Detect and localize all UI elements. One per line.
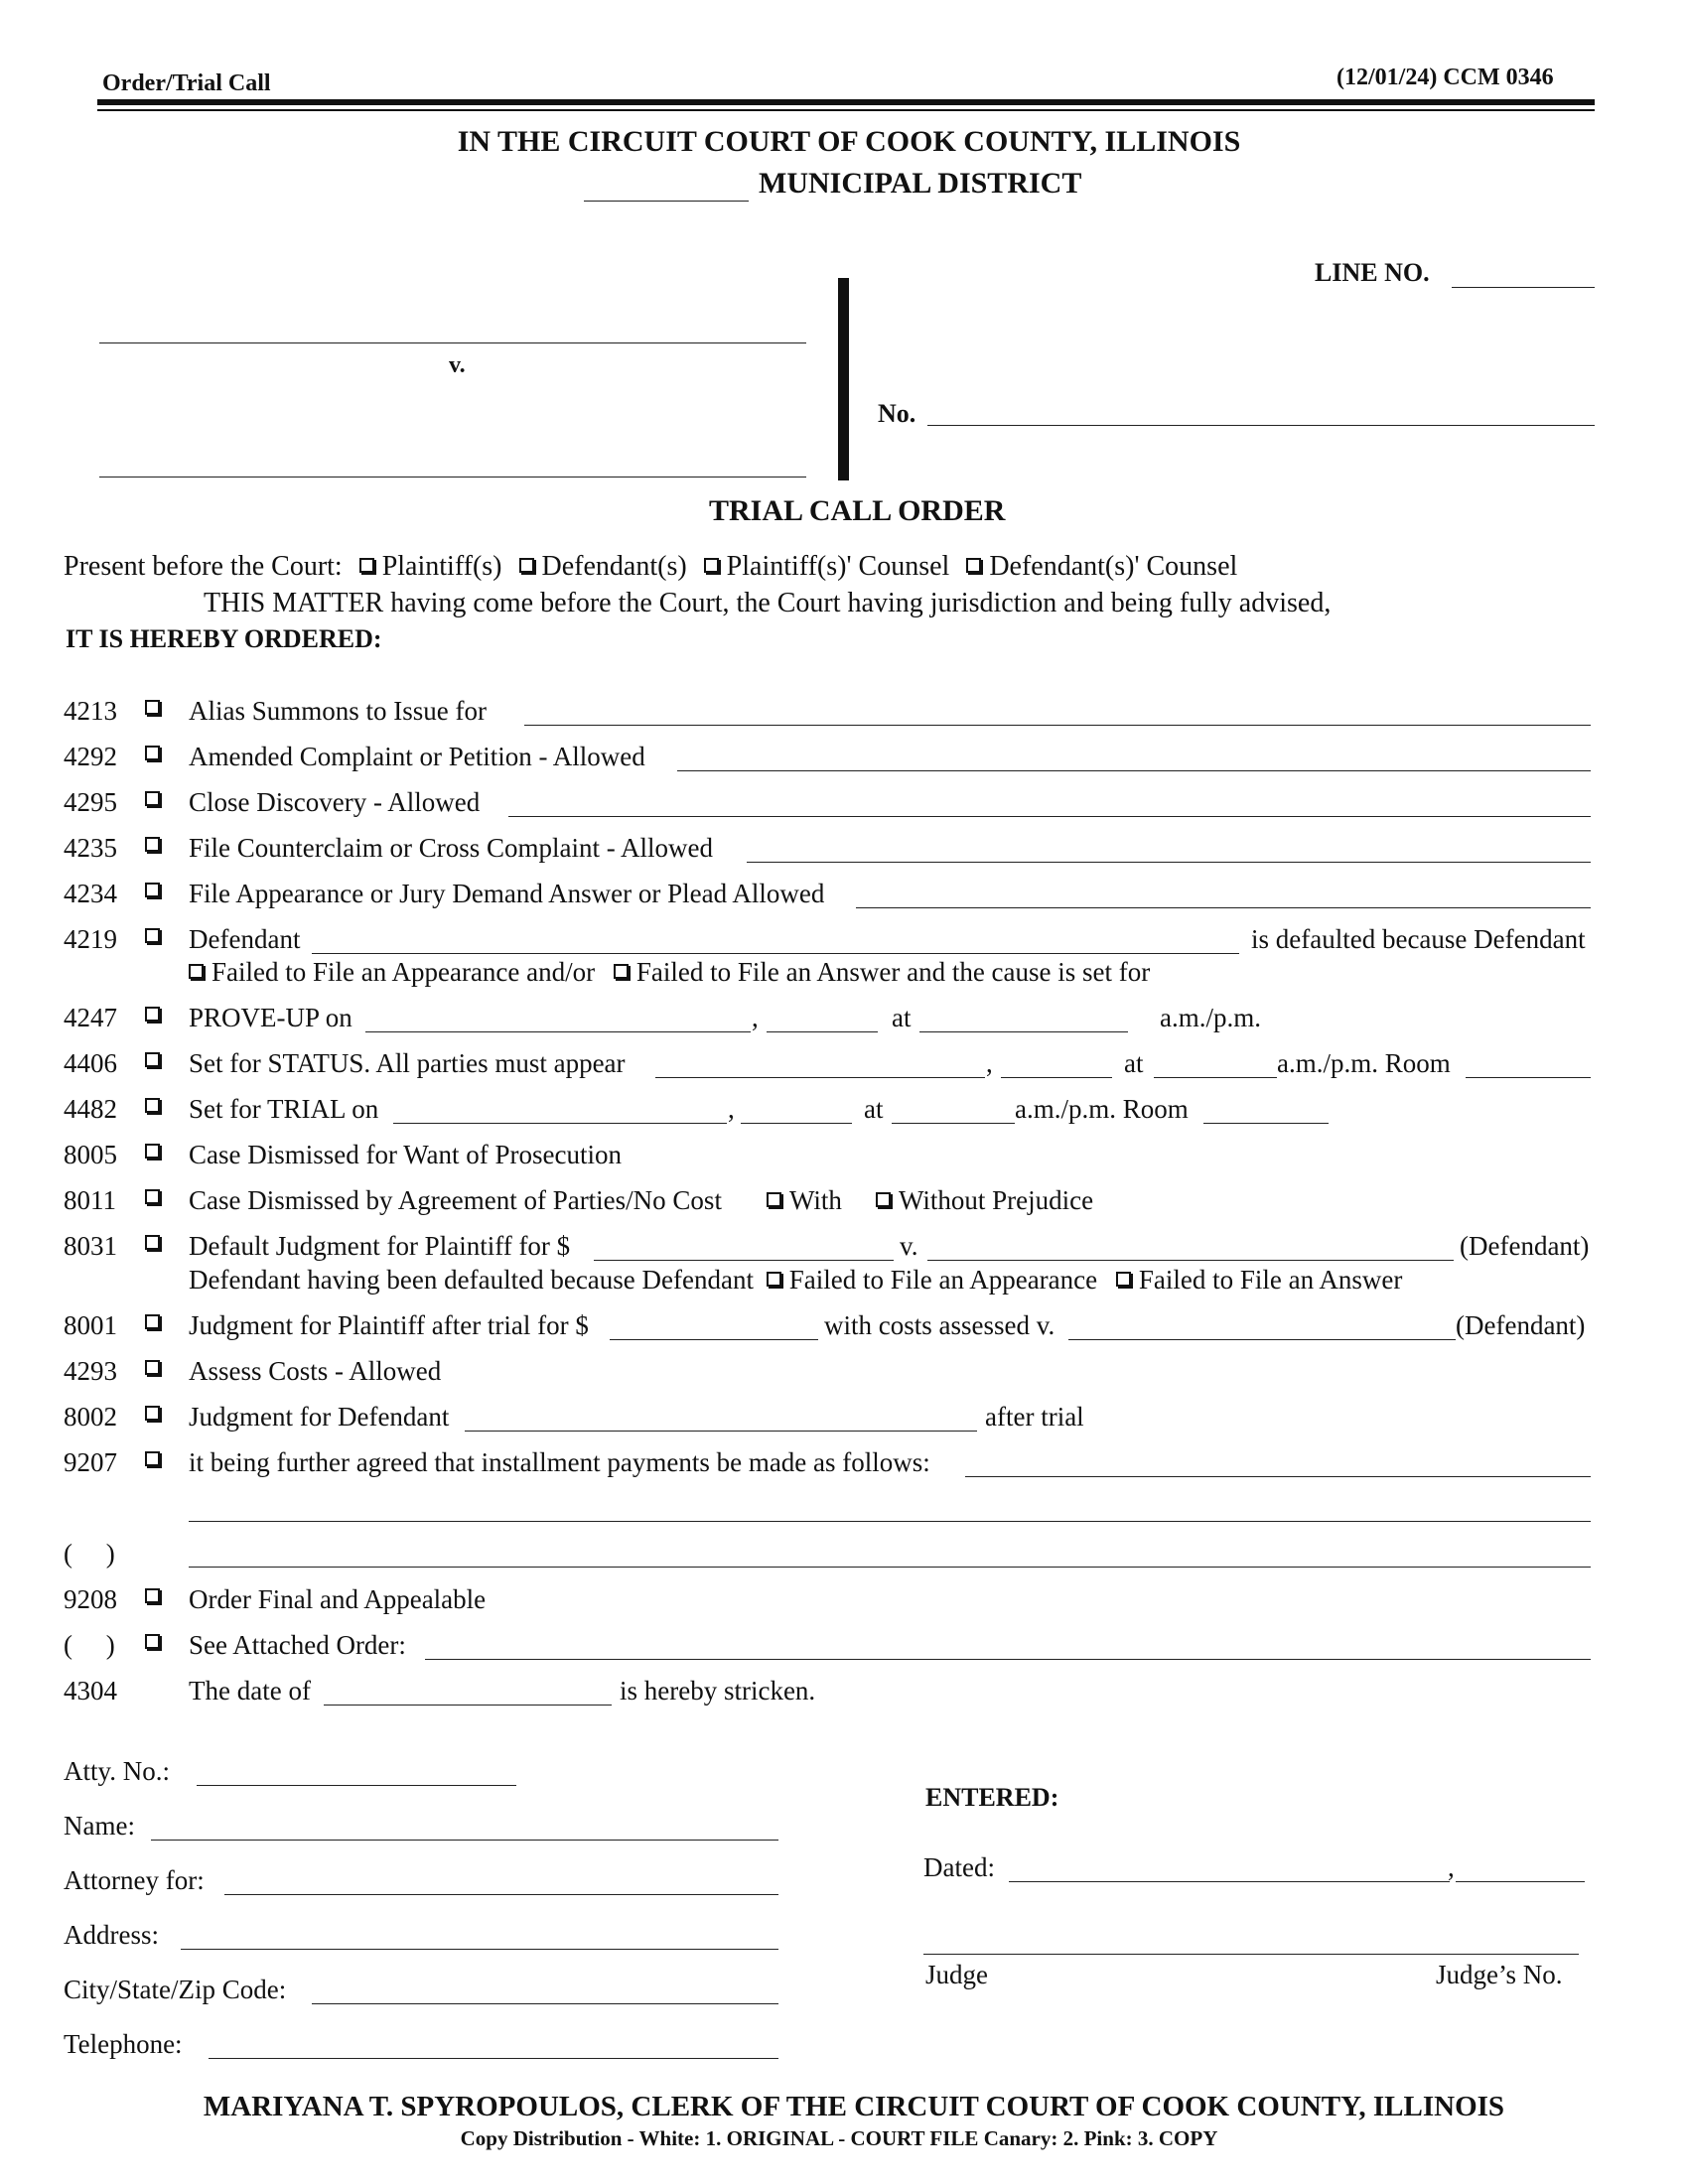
name-label: Name: [64,1811,135,1841]
order-label: Set for STATUS. All parties must appear [189,1048,626,1078]
plaintiff-blank[interactable] [99,342,806,343]
district-blank[interactable] [584,201,749,202]
form-name: Order/Trial Call [102,70,271,96]
comma: , [728,1094,735,1124]
form-title: TRIAL CALL ORDER [709,494,1006,527]
trial-year-blank[interactable] [741,1123,852,1124]
status-room-blank[interactable] [1466,1077,1591,1078]
present-row [64,553,1237,581]
judgment-amount-blank[interactable] [610,1339,818,1340]
order-label-suffix: after trial [985,1402,1084,1432]
order-label: Case Dismissed by Agreement of Parties/No Cost [189,1185,722,1215]
atty-no-label: Atty. No.: [64,1756,170,1786]
order-code: 4213 [64,696,117,726]
checkbox-icon[interactable] [189,964,204,979]
order-code: 4219 [64,924,117,954]
city-field[interactable] [312,2003,778,2004]
judgment-defendant-name-blank[interactable] [465,1431,977,1432]
present-defendant-counsel[interactable]: Defendant(s)' Counsel [966,551,1237,582]
entered-label: ENTERED: [925,1783,1059,1812]
order-code: 4304 [64,1676,117,1706]
clerk-line: MARIYANA T. SPYROPOULOS, CLERK OF THE CIRCUIT COURT OF COOK COUNTY, ILLINOIS [203,2091,1505,2122]
close-discovery-blank[interactable] [508,816,1591,817]
order-label: Set for TRIAL on [189,1094,379,1124]
checkbox-icon[interactable] [145,1144,160,1159]
checkbox-icon[interactable] [145,928,160,943]
order-code: 4235 [64,833,117,863]
trial-room-blank[interactable] [1203,1123,1329,1124]
default-defendant-blank[interactable] [927,1260,1454,1261]
versus-label: v. [900,1231,918,1261]
order-code: 8001 [64,1310,117,1340]
judge-no-label: Judge’s No. [1436,1960,1563,1989]
order-label-suffix: is hereby stricken. [620,1676,816,1706]
attorney-for-field[interactable] [224,1894,778,1895]
order-label: See Attached Order: [189,1630,406,1660]
telephone-field[interactable] [209,2058,778,2059]
checkbox-icon[interactable] [767,1272,781,1287]
order-code: 4234 [64,879,117,908]
case-no-label: No. [878,399,916,428]
installment-blank-3[interactable] [189,1567,1591,1568]
order-code: 9207 [64,1447,117,1477]
option-failed-appearance[interactable]: Failed to File an Appearance and/or [189,957,595,987]
defendant-label: (Defendant) [1460,1231,1590,1261]
checkbox-icon[interactable] [145,746,160,760]
counterclaim-blank[interactable] [747,862,1591,863]
dated-year-field[interactable] [1456,1881,1585,1882]
order-label: PROVE-UP on [189,1003,352,1032]
intro-text: THIS MATTER having come before the Court, the Court having jurisdiction and being fully advised, [204,588,1332,618]
address-field[interactable] [181,1949,778,1950]
order-label-suffix: is defaulted because Defendant [1251,924,1586,954]
case-no-blank[interactable] [927,425,1595,426]
checkbox-icon[interactable] [145,700,160,715]
caption-divider [838,278,849,480]
order-code: 4482 [64,1094,117,1124]
checkbox-icon[interactable] [704,558,719,573]
order-label: it being further agreed that installment payments be made as follows: [189,1447,930,1477]
checkbox-icon[interactable] [145,1052,160,1067]
telephone-label: Telephone: [64,2029,183,2059]
option-with[interactable]: With [767,1187,842,1214]
default-judgment-sub: Defendant having been defaulted because Defendant Failed to File an Appearance Failed to File an Answer [189,1265,1403,1295]
installment-blank-2[interactable] [189,1521,1591,1522]
order-label: Order Final and Appealable [189,1584,487,1614]
order-label: Assess Costs - Allowed [189,1356,442,1386]
prove-up-year-blank[interactable] [767,1031,878,1032]
at-label: at [864,1094,884,1124]
order-label: Case Dismissed for Want of Prosecution [189,1140,623,1169]
address-label: Address: [64,1920,159,1950]
order-code: 4295 [64,787,117,817]
judgment-defendant-blank[interactable] [1068,1339,1456,1340]
alias-summons-blank[interactable] [524,725,1591,726]
order-code: 9208 [64,1584,117,1614]
status-date-blank[interactable] [655,1077,985,1078]
checkbox-icon[interactable] [145,1406,160,1421]
checkbox-icon[interactable] [767,1192,781,1207]
order-label: File Counterclaim or Cross Complaint - Allowed [189,833,713,863]
checkbox-icon[interactable] [145,883,160,897]
order-code: ( ) [64,1630,115,1660]
status-year-blank[interactable] [1001,1077,1112,1078]
present-plaintiff[interactable]: Plaintiff(s) [359,551,502,582]
appearance-blank[interactable] [856,907,1591,908]
order-label: Alias Summons to Issue for [189,696,487,726]
order-label: File Appearance or Jury Demand Answer or Plead Allowed [189,879,825,908]
district-label: MUNICIPAL DISTRICT [759,167,1082,200]
order-code: 4247 [64,1003,117,1032]
default-amount-blank[interactable] [594,1260,894,1261]
defaulted-defendant-blank[interactable] [312,953,1239,954]
ampm-room-label: a.m./p.m. Room [1277,1048,1451,1078]
trial-date-blank[interactable] [393,1123,727,1124]
installment-blank-1[interactable] [965,1476,1591,1477]
defendant-label: (Defendant) [1456,1310,1586,1340]
defendant-blank[interactable] [99,477,806,478]
name-field[interactable] [151,1840,778,1841]
checkbox-icon[interactable] [1116,1272,1131,1287]
line-no-blank[interactable] [1452,287,1595,288]
order-code: 4292 [64,742,117,771]
order-code: ( ) [64,1539,115,1569]
checkbox-icon[interactable] [519,558,534,573]
checkbox-icon[interactable] [145,1360,160,1375]
option-failed-answer[interactable]: Failed to File an Answer [1116,1265,1402,1295]
order-label: Close Discovery - Allowed [189,787,481,817]
atty-no-field[interactable] [197,1785,516,1786]
checkbox-icon[interactable] [145,1588,160,1603]
judge-label: Judge [925,1960,988,1989]
checkbox-icon[interactable] [145,1189,160,1204]
stricken-date-blank[interactable] [324,1705,612,1706]
present-defendant[interactable]: Defendant(s) [519,551,687,582]
order-label: The date of [189,1676,311,1706]
city-label: City/State/Zip Code: [64,1975,287,2004]
checkbox-icon[interactable] [145,1098,160,1113]
present-plaintiff-counsel[interactable]: Plaintiff(s)' Counsel [704,551,950,582]
status-time-blank[interactable] [1154,1077,1277,1078]
order-label: Judgment for Defendant [189,1402,450,1432]
option-failed-answer[interactable]: Failed to File an Answer and the cause is set for [614,957,1150,987]
checkbox-icon[interactable] [145,1007,160,1022]
court-name: IN THE CIRCUIT COURT OF COOK COUNTY, ILLINOIS [457,125,1241,158]
order-code: 8005 [64,1140,117,1169]
prove-up-date-blank[interactable] [365,1031,751,1032]
option-failed-appearance[interactable]: Failed to File an Appearance [767,1265,1097,1295]
comma: , [986,1048,993,1078]
dated-field[interactable] [1009,1881,1450,1882]
judge-signature-line[interactable] [923,1954,1579,1955]
order-label: Amended Complaint or Petition - Allowed [189,742,645,771]
versus-label: v. [449,352,466,378]
amended-complaint-blank[interactable] [677,770,1591,771]
prove-up-time-blank[interactable] [919,1031,1128,1032]
at-label: at [892,1003,912,1032]
ampm-label: a.m./p.m. [1160,1003,1261,1032]
checkbox-icon[interactable] [145,791,160,806]
ordered-heading: IT IS HEREBY ORDERED: [66,624,382,653]
checkbox-icon[interactable] [876,1192,891,1207]
attorney-for-label: Attorney for: [64,1865,205,1895]
order-code: 4293 [64,1356,117,1386]
order-label: Default Judgment for Plaintiff for $ [189,1231,571,1261]
checkbox-icon[interactable] [145,1235,160,1250]
header-rule-thick [97,99,1595,105]
costs-label: with costs assessed v. [824,1310,1055,1340]
checkbox-icon[interactable] [145,1451,160,1466]
order-code: 4406 [64,1048,117,1078]
at-label: at [1124,1048,1144,1078]
checkbox-icon[interactable] [145,1634,160,1649]
order-code: 8002 [64,1402,117,1432]
comma: , [1448,1852,1455,1882]
attached-order-blank[interactable] [425,1659,1591,1660]
checkbox-icon[interactable] [614,964,629,979]
dated-label: Dated: [923,1852,995,1882]
ampm-room-label: a.m./p.m. Room [1015,1094,1189,1124]
copy-distribution: Copy Distribution - White: 1. ORIGINAL - COURT FILE Canary: 2. Pink: 3. COPY [460,2126,1218,2150]
checkbox-icon[interactable] [966,558,981,573]
checkbox-icon[interactable] [145,837,160,852]
line-no-label: LINE NO. [1315,258,1430,287]
header-rule-thin [97,109,1595,111]
order-code: 8031 [64,1231,117,1261]
present-label: Present before the Court: [64,551,343,582]
default-options [189,959,1150,986]
comma: , [752,1003,759,1032]
order-label: Defendant [189,924,301,954]
order-label: Judgment for Plaintiff after trial for $ [189,1310,589,1340]
form-id: (12/01/24) CCM 0346 [1336,65,1554,90]
order-code: 8011 [64,1185,116,1215]
checkbox-icon[interactable] [145,1314,160,1329]
checkbox-icon[interactable] [359,558,374,573]
option-without-prejudice[interactable]: Without Prejudice [876,1187,1093,1214]
trial-time-blank[interactable] [892,1123,1015,1124]
